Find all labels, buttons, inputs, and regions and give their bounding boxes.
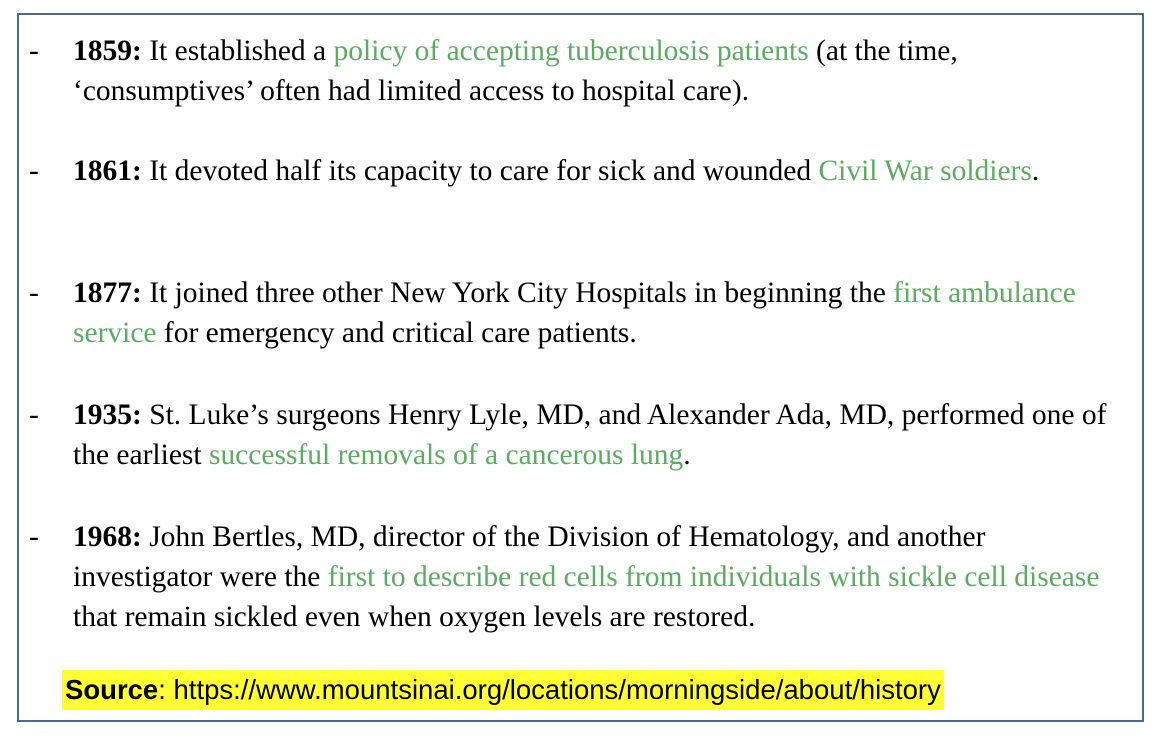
entry-text: (at the time, ‘consumptives’ often had limited access to hospital care).: [73, 35, 958, 107]
entry-text: John Bertles, MD, director of the Division of Hematology, and another investigator were the: [73, 521, 986, 593]
entry-text: .: [683, 439, 691, 471]
highlighted-text: first ambulance service: [73, 277, 1076, 349]
highlighted-text: policy of accepting tuberculosis patients: [333, 35, 809, 67]
year-label: 1968:: [73, 521, 142, 553]
source-citation: [62, 670, 944, 710]
year-label: 1877:: [73, 277, 142, 309]
source-url: https://www.mountsinai.org/locations/morningside/about/history: [173, 674, 941, 705]
year-label: 1935:: [73, 399, 142, 431]
entry-text: .: [1031, 155, 1040, 187]
year-label: 1861:: [73, 155, 142, 187]
list-item-text: [73, 151, 1123, 191]
list-bullet: -: [29, 35, 39, 67]
entry-text: St. Luke’s surgeons Henry Lyle, MD, and Alexander Ada, MD, performed one of the earliest: [73, 399, 1107, 471]
list-bullet: -: [29, 399, 39, 431]
list-item-text: [73, 517, 1123, 637]
highlighted-text: Civil War soldiers: [818, 155, 1032, 187]
highlighted-text: first to describe red cells from individuals with sickle cell disease: [327, 561, 1100, 593]
entry-text: It joined three other New York City Hospitals in beginning the: [141, 277, 894, 309]
entry-text: that remain sickled even when oxygen levels are restored.: [73, 601, 756, 633]
entry-text: It devoted half its capacity to care for sick and wounded: [141, 155, 819, 187]
source-label: Source: [65, 674, 159, 705]
list-bullet: -: [29, 155, 39, 187]
entry-text: for emergency and critical care patients.: [156, 317, 637, 349]
list-item-text: [73, 273, 1123, 353]
list-item-text: [73, 31, 1123, 111]
content-box: [17, 13, 1144, 722]
list-bullet: -: [29, 521, 39, 553]
source-separator: :: [158, 674, 174, 705]
highlighted-text: successful removals of a cancerous lung: [208, 439, 684, 471]
year-label: 1859:: [73, 35, 142, 67]
list-item-text: [73, 395, 1123, 475]
list-bullet: -: [29, 277, 39, 309]
entry-text: It established a: [141, 35, 334, 67]
